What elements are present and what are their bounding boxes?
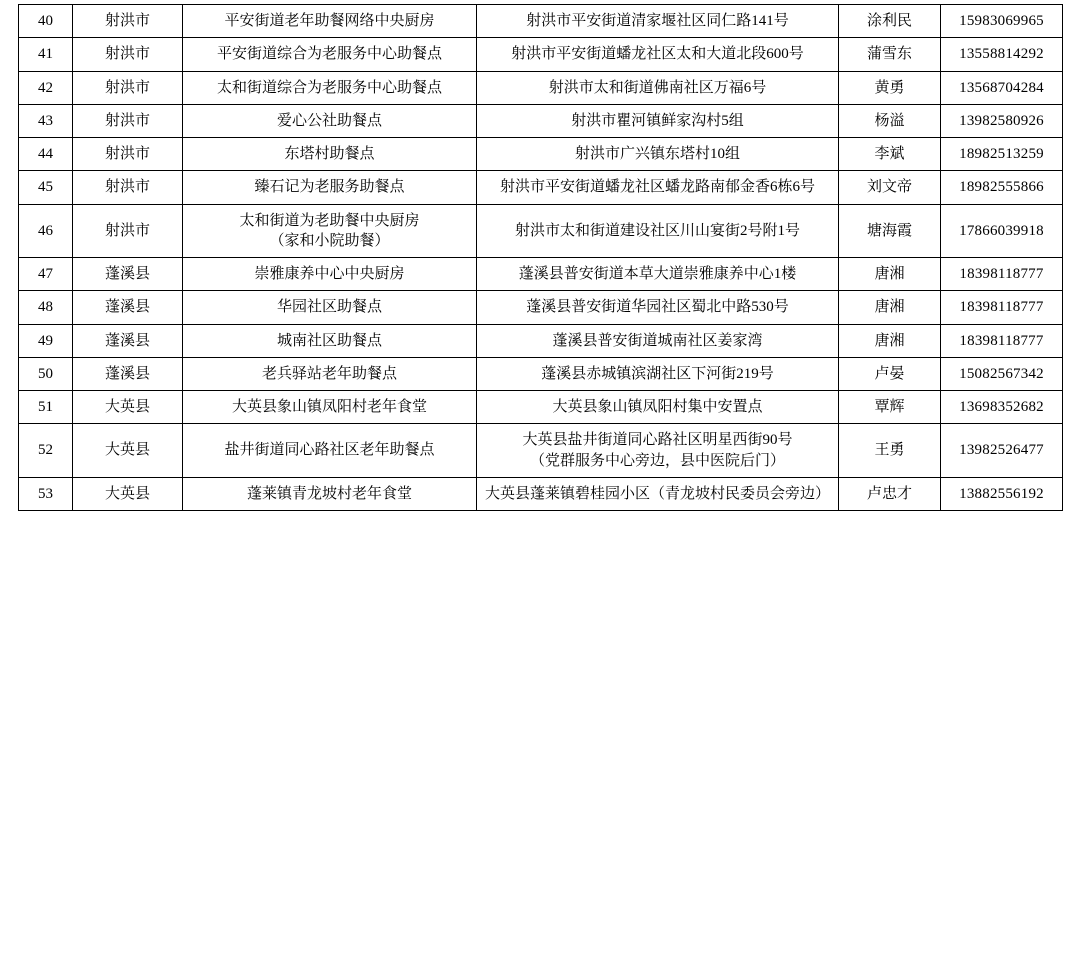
cell-address: 射洪市瞿河镇鲜家沟村5组 xyxy=(477,104,839,137)
cell-phone: 13568704284 xyxy=(941,71,1063,104)
table-row xyxy=(19,477,1063,510)
cell-index: 42 xyxy=(19,71,73,104)
cell-name-line1: 太和街道为老助餐中央厨房 xyxy=(239,212,420,229)
cell-phone: 18398118777 xyxy=(941,258,1063,291)
cell-index: 50 xyxy=(19,357,73,390)
cell-name: 盐井街道同心路社区老年助餐点 xyxy=(183,424,477,478)
cell-name: 城南社区助餐点 xyxy=(183,324,477,357)
cell-contact: 卢忠才 xyxy=(839,477,941,510)
cell-index: 47 xyxy=(19,258,73,291)
table-row xyxy=(19,258,1063,291)
cell-index: 41 xyxy=(19,38,73,71)
cell-name-line2: （家和小院助餐） xyxy=(269,232,390,249)
cell-address-line1: 大英县盐井街道同心路社区明星西街90号 xyxy=(522,432,793,449)
cell-address xyxy=(477,424,839,478)
cell-name: 崇雅康养中心中央厨房 xyxy=(183,258,477,291)
cell-address: 射洪市平安街道蟠龙社区太和大道北段600号 xyxy=(477,38,839,71)
cell-index: 40 xyxy=(19,5,73,38)
cell-address: 射洪市太和街道建设社区川山宴街2号附1号 xyxy=(477,204,839,258)
cell-name: 太和街道综合为老服务中心助餐点 xyxy=(183,71,477,104)
table-row xyxy=(19,171,1063,204)
cell-address: 大英县蓬莱镇碧桂园小区（青龙坡村民委员会旁边） xyxy=(477,477,839,510)
cell-region: 射洪市 xyxy=(73,204,183,258)
table-body xyxy=(19,5,1063,511)
cell-address: 射洪市广兴镇东塔村10组 xyxy=(477,138,839,171)
table-row xyxy=(19,204,1063,258)
cell-region: 蓬溪县 xyxy=(73,357,183,390)
cell-contact: 王勇 xyxy=(839,424,941,478)
cell-phone: 13882556192 xyxy=(941,477,1063,510)
cell-region: 射洪市 xyxy=(73,104,183,137)
cell-contact: 唐湘 xyxy=(839,291,941,324)
cell-contact: 唐湘 xyxy=(839,258,941,291)
cell-contact: 覃辉 xyxy=(839,391,941,424)
cell-name: 平安街道综合为老服务中心助餐点 xyxy=(183,38,477,71)
cell-name: 华园社区助餐点 xyxy=(183,291,477,324)
cell-index: 46 xyxy=(19,204,73,258)
cell-region: 蓬溪县 xyxy=(73,258,183,291)
cell-address-line2: （党群服务中心旁边，县中医院后门） xyxy=(529,452,785,469)
cell-index: 53 xyxy=(19,477,73,510)
cell-region: 射洪市 xyxy=(73,5,183,38)
cell-phone: 13558814292 xyxy=(941,38,1063,71)
cell-name: 蓬莱镇青龙坡村老年食堂 xyxy=(183,477,477,510)
cell-region: 蓬溪县 xyxy=(73,291,183,324)
cell-name: 平安街道老年助餐网络中央厨房 xyxy=(183,5,477,38)
cell-name: 臻石记为老服务助餐点 xyxy=(183,171,477,204)
cell-name: 爱心公社助餐点 xyxy=(183,104,477,137)
table-row xyxy=(19,291,1063,324)
cell-index: 51 xyxy=(19,391,73,424)
cell-index: 44 xyxy=(19,138,73,171)
cell-region: 射洪市 xyxy=(73,171,183,204)
table-row xyxy=(19,357,1063,390)
cell-address: 射洪市太和街道佛南社区万福6号 xyxy=(477,71,839,104)
cell-address: 射洪市平安街道清家堰社区同仁路141号 xyxy=(477,5,839,38)
cell-region: 射洪市 xyxy=(73,138,183,171)
cell-phone: 15983069965 xyxy=(941,5,1063,38)
cell-phone: 18398118777 xyxy=(941,291,1063,324)
cell-index: 49 xyxy=(19,324,73,357)
table-row xyxy=(19,38,1063,71)
cell-address: 蓬溪县普安街道本草大道崇雅康养中心1楼 xyxy=(477,258,839,291)
cell-name: 大英县象山镇凤阳村老年食堂 xyxy=(183,391,477,424)
cell-contact: 杨溢 xyxy=(839,104,941,137)
table-row xyxy=(19,104,1063,137)
cell-phone: 15082567342 xyxy=(941,357,1063,390)
cell-index: 45 xyxy=(19,171,73,204)
cell-region: 射洪市 xyxy=(73,71,183,104)
cell-phone: 17866039918 xyxy=(941,204,1063,258)
cell-address: 大英县象山镇凤阳村集中安置点 xyxy=(477,391,839,424)
table-row xyxy=(19,424,1063,478)
cell-region: 射洪市 xyxy=(73,38,183,71)
table-row xyxy=(19,138,1063,171)
cell-region: 大英县 xyxy=(73,424,183,478)
cell-phone: 13982526477 xyxy=(941,424,1063,478)
cell-phone: 18398118777 xyxy=(941,324,1063,357)
cell-phone: 13698352682 xyxy=(941,391,1063,424)
cell-contact: 涂利民 xyxy=(839,5,941,38)
cell-region: 蓬溪县 xyxy=(73,324,183,357)
cell-address: 蓬溪县赤城镇滨湖社区下河街219号 xyxy=(477,357,839,390)
elderly-meal-service-table xyxy=(18,4,1063,511)
cell-name xyxy=(183,204,477,258)
cell-contact: 唐湘 xyxy=(839,324,941,357)
cell-phone: 18982513259 xyxy=(941,138,1063,171)
cell-address: 蓬溪县普安街道城南社区姜家湾 xyxy=(477,324,839,357)
cell-index: 43 xyxy=(19,104,73,137)
cell-contact: 塘海霞 xyxy=(839,204,941,258)
cell-index: 52 xyxy=(19,424,73,478)
cell-contact: 黄勇 xyxy=(839,71,941,104)
cell-name: 老兵驿站老年助餐点 xyxy=(183,357,477,390)
table-row xyxy=(19,5,1063,38)
cell-name: 东塔村助餐点 xyxy=(183,138,477,171)
cell-region: 大英县 xyxy=(73,477,183,510)
cell-index: 48 xyxy=(19,291,73,324)
cell-phone: 18982555866 xyxy=(941,171,1063,204)
cell-phone: 13982580926 xyxy=(941,104,1063,137)
table-row xyxy=(19,391,1063,424)
cell-address: 蓬溪县普安街道华园社区蜀北中路530号 xyxy=(477,291,839,324)
cell-contact: 刘文帝 xyxy=(839,171,941,204)
table-row xyxy=(19,71,1063,104)
cell-address: 射洪市平安街道蟠龙社区蟠龙路南郁金香6栋6号 xyxy=(477,171,839,204)
table-row xyxy=(19,324,1063,357)
cell-contact: 卢晏 xyxy=(839,357,941,390)
cell-contact: 李斌 xyxy=(839,138,941,171)
cell-region: 大英县 xyxy=(73,391,183,424)
cell-contact: 蒲雪东 xyxy=(839,38,941,71)
